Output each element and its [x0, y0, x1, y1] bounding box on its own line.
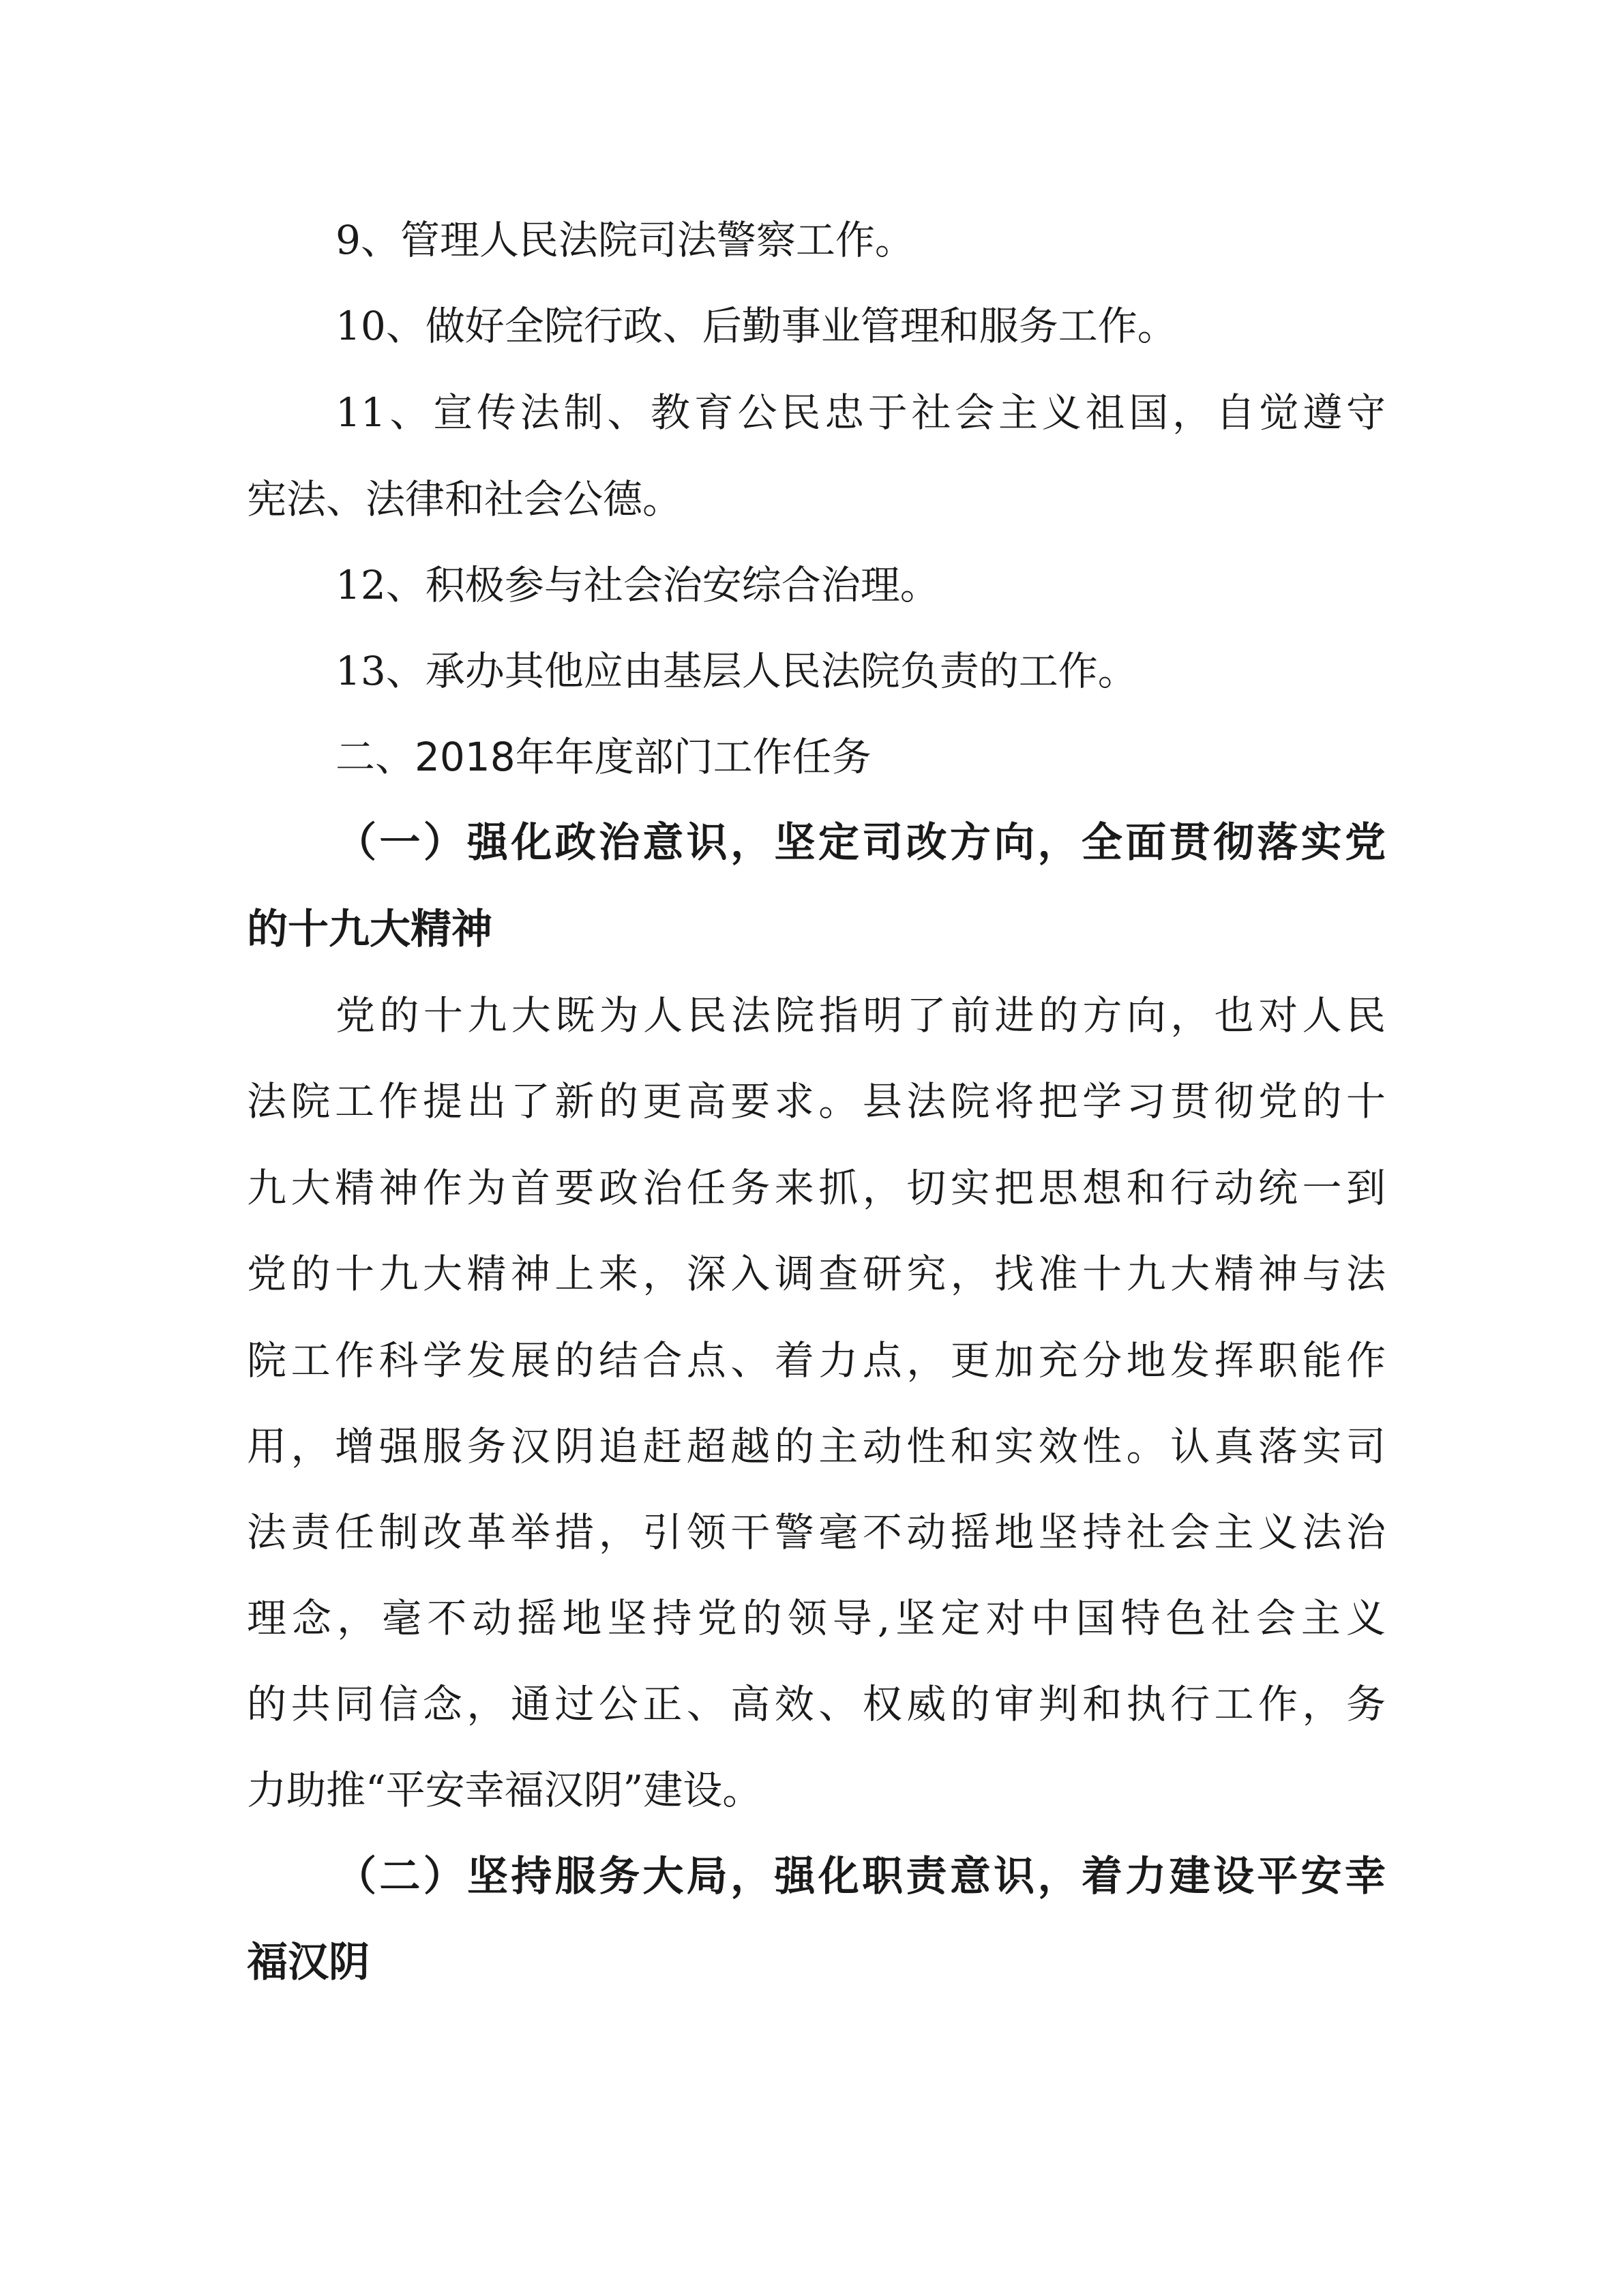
subsection-1-heading-line-2: 的十九大精神	[247, 906, 492, 953]
subsection-1-body-line-6: 用，增强服务汉阴追赶超越的主动性和实效性。认真落实司	[247, 1423, 1386, 1470]
subsection-1-body-line-1: 党的十九大既为人民法院指明了前进的方向，也对人民	[336, 992, 1386, 1039]
subsection-1-body-line-4: 党的十九大精神上来，深入调查研究，找准十九大精神与法	[247, 1251, 1386, 1297]
subsection-1-body-line-5: 院工作科学发展的结合点、着力点，更加充分地发挥职能作	[247, 1337, 1386, 1384]
list-item-11-line-2: 宪法、法律和社会公德。	[247, 476, 683, 522]
subsection-1-body-line-2: 法院工作提出了新的更高要求。县法院将把学习贯彻党的十	[247, 1078, 1386, 1124]
subsection-1-body-line-9: 的共同信念，通过公正、高效、权威的审判和执行工作，务	[247, 1681, 1386, 1727]
subsection-1-body-line-10: 力助推“平安幸福汉阴”建设。	[247, 1767, 762, 1813]
list-item-11-line-1: 11、宣传法制、教育公民忠于社会主义祖国，自觉遵守	[336, 389, 1386, 436]
subsection-1-heading-line-1: （一）强化政治意识，坚定司改方向，全面贯彻落实党	[336, 819, 1386, 867]
list-item-9: 9、管理人民法院司法警察工作。	[336, 217, 914, 263]
list-item-12: 12、积极参与社会治安综合治理。	[336, 562, 940, 608]
section-heading: 二、2018年年度部门工作任务	[336, 734, 872, 780]
subsection-2-heading-line-1: （二）坚持服务大局，强化职责意识，着力建设平安幸	[336, 1853, 1386, 1900]
list-item-10: 10、做好全院行政、后勤事业管理和服务工作。	[336, 303, 1177, 349]
subsection-1-body-line-7: 法责任制改革举措，引领干警毫不动摇地坚持社会主义法治	[247, 1509, 1386, 1555]
subsection-1-body-line-8: 理念，毫不动摇地坚持党的领导,坚定对中国特色社会主义	[247, 1595, 1386, 1641]
subsection-1-body-line-3: 九大精神作为首要政治任务来抓，切实把思想和行动统一到	[247, 1165, 1386, 1211]
list-item-13: 13、承办其他应由基层人民法院负责的工作。	[336, 648, 1137, 694]
subsection-2-heading-line-2: 福汉阴	[247, 1939, 370, 1986]
